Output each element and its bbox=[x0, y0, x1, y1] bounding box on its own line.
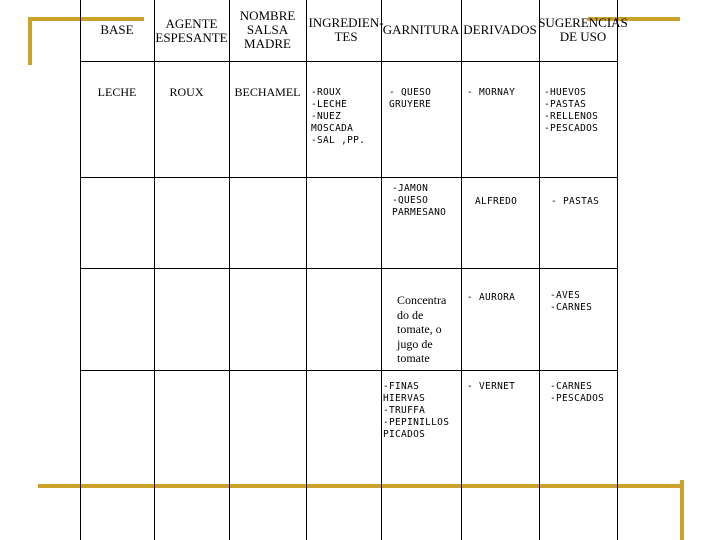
col-divider-3 bbox=[229, 0, 230, 540]
cell-sugerencias-aves-carnes: -AVES -CARNES bbox=[550, 290, 593, 313]
header-derivados: DERIVADOS bbox=[463, 22, 537, 37]
row-divider-1 bbox=[80, 177, 618, 178]
col-divider-8 bbox=[617, 0, 618, 540]
decor-top-left-bar bbox=[32, 17, 144, 21]
header-nombre-salsa-madre: NOMBRE SALSA MADRE bbox=[239, 8, 296, 51]
cell-derivado-vernet: - VERNET bbox=[467, 381, 516, 392]
cell-garnitura-queso-gruyere: - QUESO GRUYERE bbox=[389, 87, 432, 110]
cell-base-leche: LECHE bbox=[97, 85, 137, 99]
col-divider-7 bbox=[539, 0, 540, 540]
cell-derivado-alfredo: ALFREDO bbox=[475, 196, 518, 207]
header-base: BASE bbox=[100, 22, 134, 37]
cell-garnitura-finas-hiervas: -FINAS HIERVAS -TRUFFA -PEPINILLOS PICADOS bbox=[383, 381, 450, 440]
decor-bottom-bar bbox=[38, 484, 684, 488]
header-ingredientes: INGREDIEN- TES bbox=[308, 15, 384, 44]
decor-right-bar bbox=[680, 480, 684, 540]
col-divider-5 bbox=[381, 0, 382, 540]
cell-derivado-mornay: - MORNAY bbox=[467, 87, 516, 98]
col-divider-4 bbox=[306, 0, 307, 540]
row-divider-2 bbox=[80, 268, 618, 269]
cell-sugerencias-pastas: - PASTAS bbox=[551, 196, 600, 207]
col-divider-1 bbox=[80, 0, 81, 540]
header-sugerencias-de-uso: SUGERENCIAS DE USO bbox=[538, 15, 628, 44]
col-divider-2 bbox=[154, 0, 155, 540]
cell-derivado-aurora: - AURORA bbox=[467, 292, 516, 303]
cell-ingredientes-bechamel: -ROUX -LECHE -NUEZ MOSCADA -SAL ,PP. bbox=[311, 87, 366, 146]
cell-sugerencias-carnes-pescados: -CARNES -PESCADOS bbox=[550, 381, 605, 404]
decor-left-bar bbox=[28, 17, 32, 65]
cell-agente-roux: ROUX bbox=[169, 85, 204, 99]
header-agente-espesante: AGENTE ESPESANTE bbox=[155, 16, 228, 45]
cell-nombre-bechamel: BECHAMEL bbox=[234, 85, 301, 99]
cell-garnitura-concentrado-tomate: Concentra do de tomate, o jugo de tomate bbox=[397, 293, 447, 365]
col-divider-6 bbox=[461, 0, 462, 540]
header-garnitura: GARNITURA bbox=[382, 22, 460, 37]
cell-sugerencias-mornay: -HUEVOS -PASTAS -RELLENOS -PESCADOS bbox=[544, 87, 599, 134]
cell-garnitura-jamon-queso: -JAMON -QUESO PARMESANO bbox=[392, 183, 447, 218]
row-divider-3 bbox=[80, 370, 618, 371]
row-divider-header bbox=[80, 61, 618, 62]
